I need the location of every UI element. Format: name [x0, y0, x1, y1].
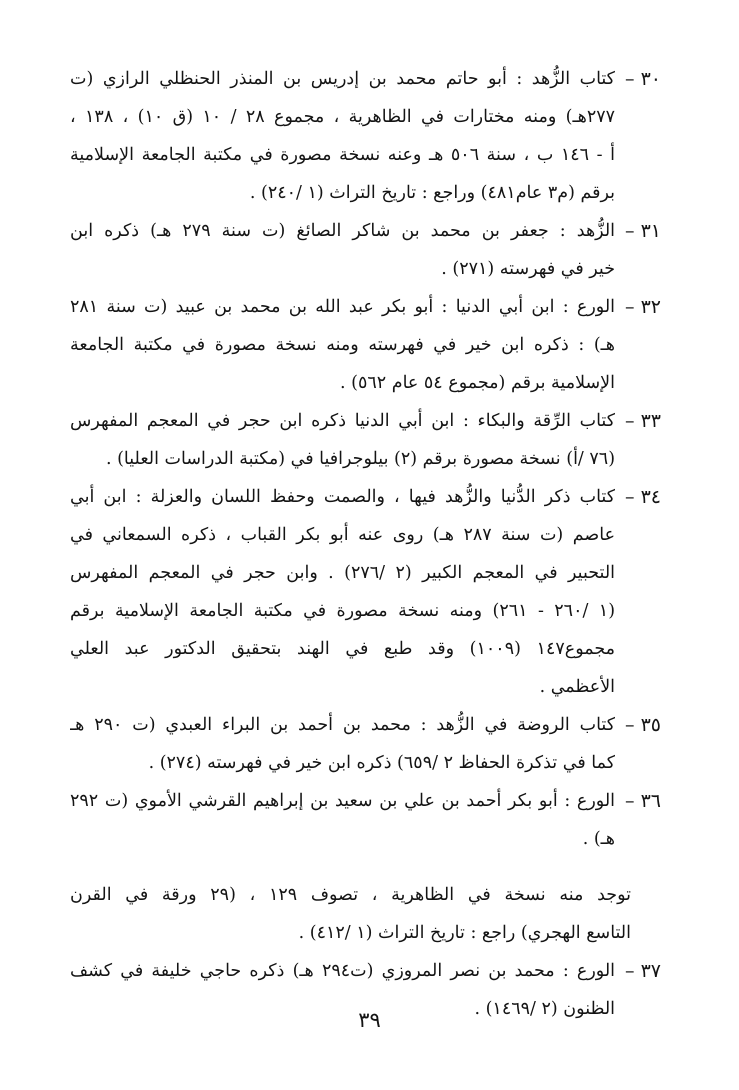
text-line: كتاب ذكر الدُّنيا والزُّهد فيها ، والصمت وحفظ اللسان والعزلة : ابن أبي — [70, 487, 616, 507]
entry-31 — [70, 212, 661, 288]
text-line: الورع : أبو بكر أحمد بن علي بن سعيد بن إبراهيم القرشي الأموي (ت ٢٩٢ — [70, 791, 616, 811]
text-line: الورع : ابن أبي الدنيا : أبو بكر عبد الله بن محمد بن عبيد (ت سنة ٢٨١ — [70, 297, 616, 317]
entry-text — [70, 782, 615, 858]
continuation-paragraph — [70, 876, 661, 952]
entry-number: ٣٠ – — [625, 68, 661, 90]
text-line: كما في تذكرة الحفاظ ٢ /٦٥٩) ذكره ابن خير في فهرسته (٢٧٤) . — [148, 753, 616, 773]
text-line: توجد منه نسخة في الظاهرية ، تصوف ١٢٩ ، (٢٩ ورقة في القرن — [70, 885, 631, 905]
entry-30 — [70, 60, 661, 212]
entry-text — [70, 212, 615, 288]
entry-text — [70, 478, 615, 706]
text-line: مجموع١٤٧ (١٠٠٩) وقد طبع في الهند بتحقيق الدكتور عبد العلي — [70, 639, 616, 659]
text-line: كتاب الروضة في الزُّهد : محمد بن أحمد بن البراء العبدي (ت ٢٩٠ هـ — [70, 715, 616, 735]
text-line: عاصم (ت سنة ٢٨٧ هـ) روى عنه أبو بكر القباب ، ذكره السمعاني في — [70, 525, 616, 545]
page-number: ٣٩ — [358, 1008, 381, 1032]
entry-36 — [70, 782, 661, 858]
text-line: التاسع الهجري) راجع : تاريخ التراث (١ /٤١٢) . — [298, 923, 631, 943]
entry-number: ٣٧ – — [625, 960, 661, 982]
entry-34 — [70, 478, 661, 706]
text-line: هـ) : ذكره ابن خير في فهرسته ومنه نسخة مصورة في مكتبة الجامعة — [70, 335, 616, 355]
entry-number: ٣٥ – — [625, 714, 661, 736]
text-line: كتاب الزُّهد : أبو حاتم محمد بن إدريس بن المنذر الحنظلي الرازي (ت — [70, 69, 616, 89]
text-line: الإسلامية برقم (مجموع ٥٤ عام ٥٦٢) . — [340, 373, 616, 393]
text-line: أ - ١٤٦ ب ، سنة ٥٠٦ هـ وعنه نسخة مصورة في مكتبة الجامعة الإسلامية — [70, 145, 616, 165]
text-line: التحبير في المعجم الكبير (٢ /٢٧٦) . وابن حجر في المعجم المفهرس — [70, 563, 616, 583]
entry-number: ٣٤ – — [625, 486, 661, 508]
text-line: خير في فهرسته (٢٧١) . — [441, 259, 616, 279]
text-line: كتاب الرِّقة والبكاء : ابن أبي الدنيا ذكره ابن حجر في المعجم المفهرس — [70, 411, 616, 431]
entry-35 — [70, 706, 661, 782]
entry-text — [70, 60, 615, 212]
text-line: ٢٧٧هـ) ومنه مختارات في الظاهرية ، مجموع ٢٨ / ١٠ (ق ١٠) ، ١٣٨ ، — [70, 107, 616, 127]
entry-text — [70, 402, 615, 478]
text-line: (١ /٢٦٠ - ٢٦١) ومنه نسخة مصورة في مكتبة الجامعة الإسلامية برقم — [70, 601, 616, 621]
text-line: برقم (م٣ عام٤٨١) وراجع : تاريخ التراث (١ /٢٤٠) . — [249, 183, 616, 203]
entry-number: ٣٣ – — [625, 410, 661, 432]
text-line: الورع : محمد بن نصر المروزي (ت٢٩٤ هـ) ذكره حاجي خليفة في كشف — [70, 961, 616, 981]
entry-number: ٣٢ – — [625, 296, 661, 318]
entry-number: ٣١ – — [625, 220, 661, 242]
entry-text — [70, 288, 615, 402]
entry-text — [70, 706, 615, 782]
text-line: الزُّهد : جعفر بن محمد بن شاكر الصائغ (ت سنة ٢٧٩ هـ) ذكره ابن — [70, 221, 616, 241]
entry-33 — [70, 402, 661, 478]
paragraph-gap — [70, 858, 661, 876]
entry-number: ٣٦ – — [625, 790, 661, 812]
text-line: الظنون (٢ /١٤٦٩) . — [474, 999, 616, 1019]
page-body — [70, 60, 661, 1028]
text-line: هـ) . — [582, 829, 616, 849]
entry-32 — [70, 288, 661, 402]
text-line: الأعظمي . — [539, 677, 616, 697]
text-line: (٧٦ /أ) نسخة مصورة برقم (٢) بيلوجرافيا في (مكتبة الدراسات العليا) . — [105, 449, 616, 469]
